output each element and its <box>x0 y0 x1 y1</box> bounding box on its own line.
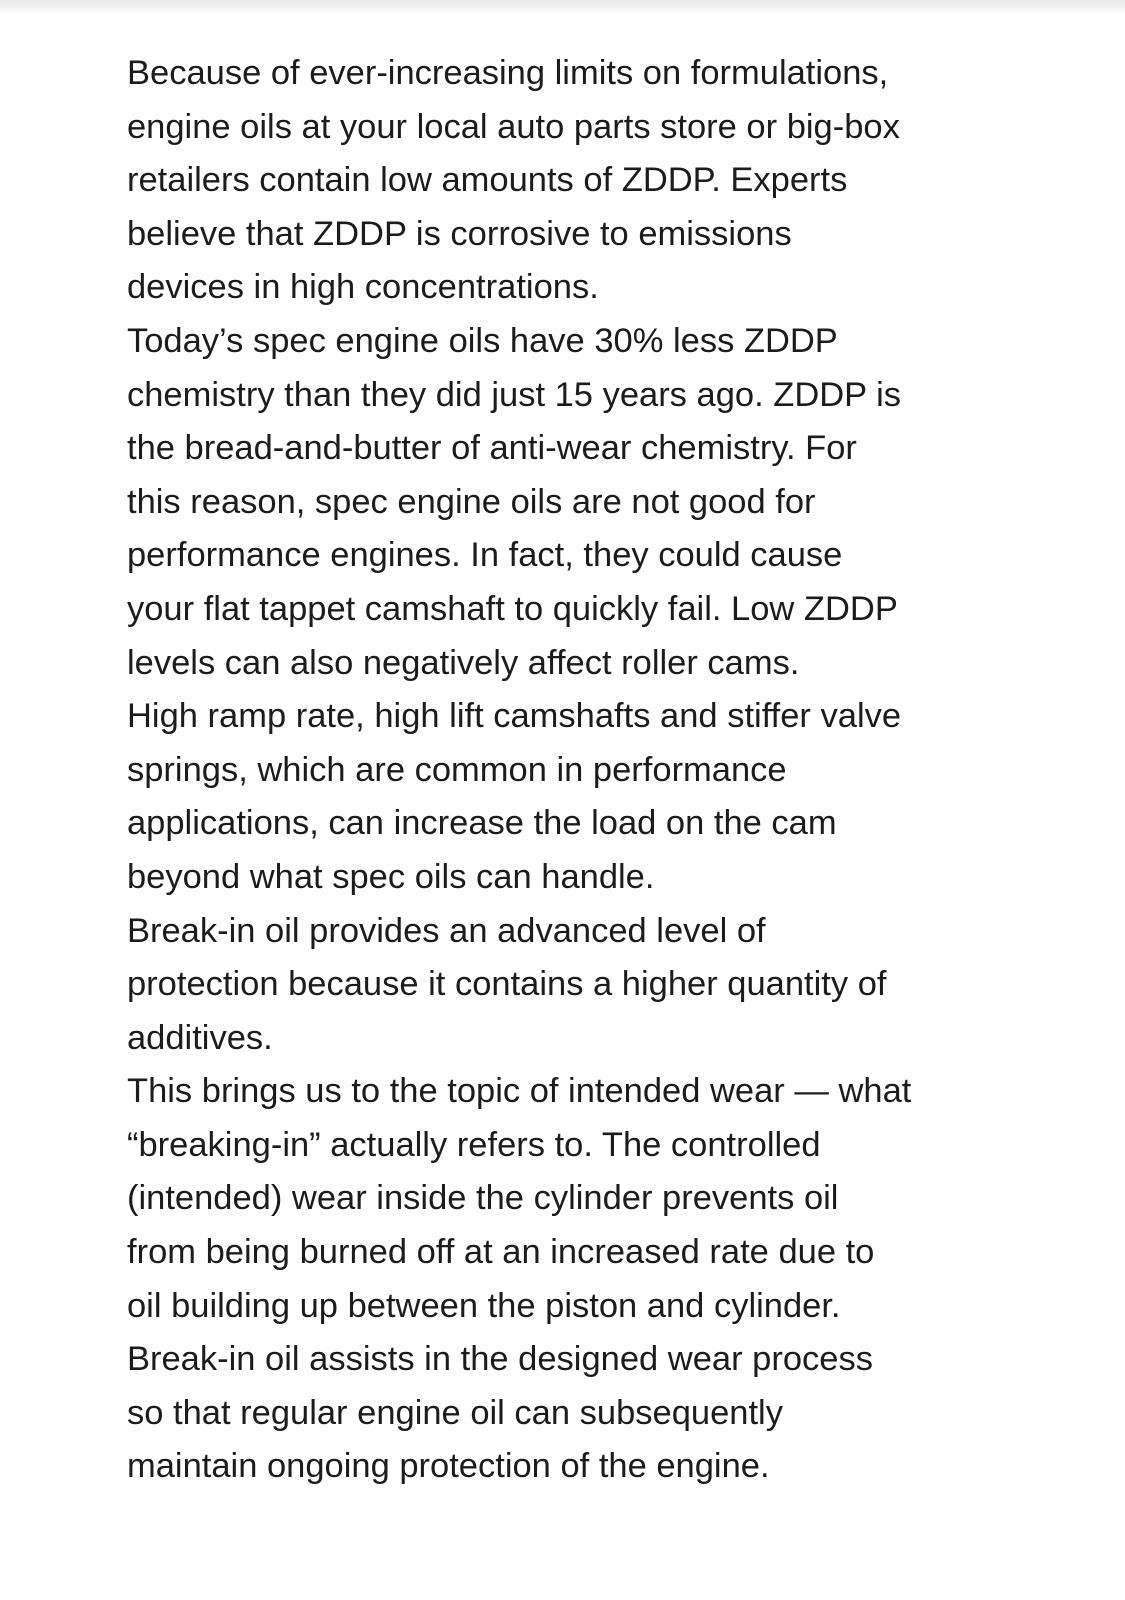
text-line: Because of ever-increasing limits on formulations, <box>127 54 889 92</box>
text-line: levels can also negatively affect roller cams. <box>127 643 800 682</box>
text-line: chemistry than they did just 15 years ago. ZDDP is <box>127 375 902 414</box>
text-line: devices in high concentrations. <box>127 268 599 307</box>
article-body <box>127 47 1007 1494</box>
paragraph-ramp-rate <box>127 690 1007 904</box>
text-line: retailers contain low amounts of ZDDP. Experts <box>127 161 848 200</box>
text-line: (intended) wear inside the cylinder prevents oil <box>127 1179 839 1218</box>
paragraph-intended-wear <box>127 1065 1007 1494</box>
text-line: High ramp rate, high lift camshafts and stiffer valve <box>127 697 902 736</box>
text-line: Today’s spec engine oils have 30% less ZDDP <box>127 321 838 360</box>
text-line: oil building up between the piston and cylinder. <box>127 1286 841 1325</box>
paragraph-zddp-limits <box>127 47 1007 315</box>
text-line: the bread-and-butter of anti-wear chemistry. For <box>127 429 857 468</box>
text-line: Break-in oil assists in the designed wear process <box>127 1340 873 1379</box>
text-line: protection because it contains a higher quantity of <box>127 965 887 1004</box>
paragraph-spec-oils <box>127 315 1007 690</box>
text-line: from being burned off at an increased rate due to <box>127 1233 875 1272</box>
text-line: performance engines. In fact, they could cause <box>127 536 843 575</box>
text-line: engine oils at your local auto parts store or big-box <box>127 107 900 146</box>
text-line: beyond what spec oils can handle. <box>127 857 655 896</box>
text-line: maintain ongoing protection of the engine. <box>127 1447 770 1486</box>
text-line: additives. <box>127 1018 273 1057</box>
text-line: “breaking-in” actually refers to. The controlled <box>127 1125 821 1164</box>
paragraph-break-in-oil <box>127 905 1007 1066</box>
text-line: your flat tappet camshaft to quickly fail. Low ZDDP <box>127 589 898 628</box>
text-line: applications, can increase the load on the cam <box>127 804 837 843</box>
text-line: so that regular engine oil can subsequently <box>127 1393 783 1432</box>
text-line: believe that ZDDP is corrosive to emissions <box>127 214 792 253</box>
text-line: this reason, spec engine oils are not good for <box>127 482 816 521</box>
top-shadow <box>0 0 1125 16</box>
text-line: springs, which are common in performance <box>127 750 787 789</box>
text-line: This brings us to the topic of intended wear — what <box>127 1072 912 1111</box>
text-line: Break-in oil provides an advanced level of <box>127 911 766 950</box>
